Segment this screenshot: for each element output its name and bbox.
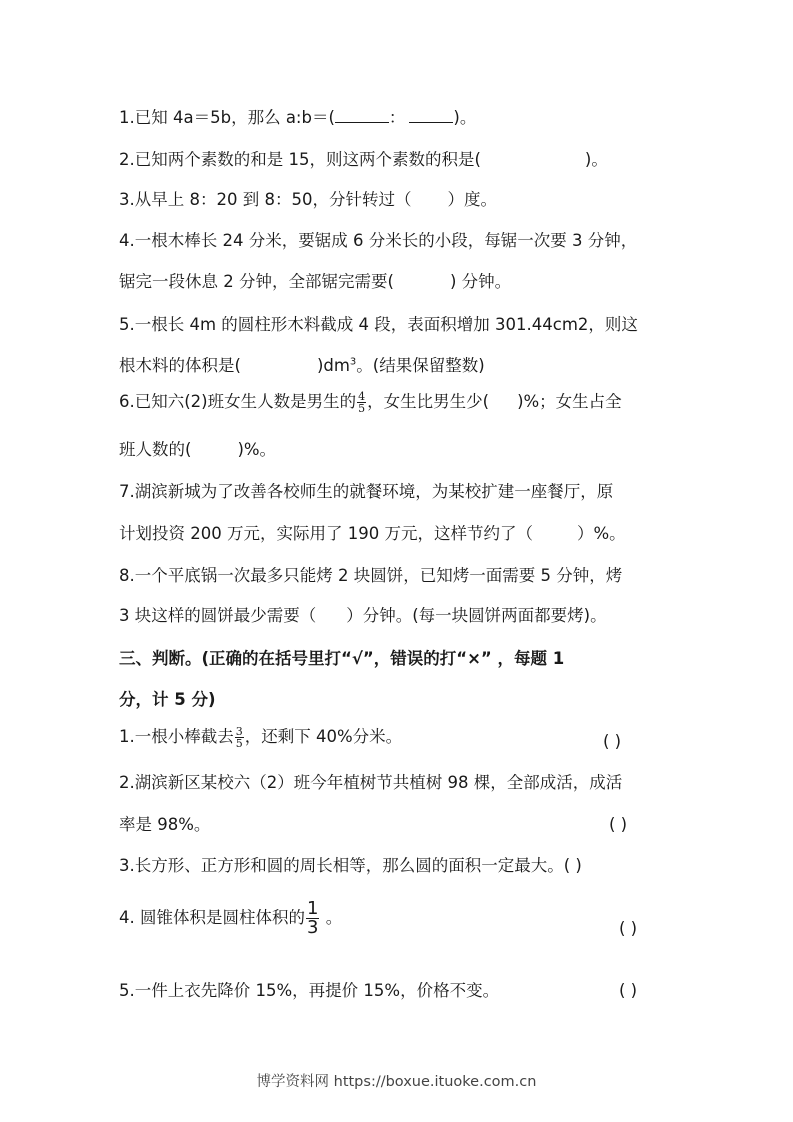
question-text: ）%。	[576, 524, 626, 543]
question-text: 1.已知 4a＝5b，那么 a:b＝(	[119, 108, 335, 127]
answer-blank[interactable]	[335, 108, 389, 123]
section-heading: 分，计 5 分)	[119, 690, 216, 709]
colon: ：	[388, 108, 406, 127]
fill-question-4-line-2	[119, 271, 681, 292]
fraction-numerator: 1	[307, 898, 319, 919]
question-text: 3.长方形、正方形和圆的周长相等，那么圆的面积一定最大。( )	[119, 856, 582, 875]
answer-blank[interactable]	[409, 108, 453, 123]
fraction-denominator: 5	[235, 737, 243, 750]
fill-question-5-line-2	[119, 355, 681, 376]
question-text: 1.一根小棒截去	[119, 727, 234, 746]
question-text: 6.已知六(2)班女生人数是男生的	[119, 392, 357, 411]
superscript: 3	[349, 356, 357, 368]
question-text: ）度。	[447, 190, 497, 209]
judge-question-1	[119, 726, 681, 749]
question-text: 。(结果保留整数)	[356, 356, 485, 375]
fill-question-1	[119, 107, 681, 128]
fraction	[306, 900, 319, 937]
section-heading-line-1	[119, 648, 681, 669]
question-text: 根木料的体积是(	[119, 356, 241, 375]
fill-question-5-line-1	[119, 314, 681, 335]
question-text: )%。	[237, 440, 277, 459]
question-text: )。	[453, 108, 477, 127]
fraction-denominator: 5	[358, 402, 366, 415]
fraction	[235, 726, 244, 749]
question-text: )%；女生占全	[517, 392, 622, 411]
question-text: 3 块这样的圆饼最少需要（	[119, 606, 317, 625]
fraction-numerator: 3	[235, 725, 243, 738]
question-text: ，女生比男生少(	[367, 392, 490, 411]
fill-question-4-line-1	[119, 230, 681, 251]
question-text: ，还剩下 40%分米。	[244, 727, 403, 746]
question-text: ）分钟。(每一块圆饼两面都要烤)。	[346, 606, 607, 625]
question-text: )dm	[316, 356, 350, 375]
section-heading: 三、判断。(正确的在括号里打“√”，错误的打“×” ，每题 1	[119, 649, 565, 668]
fraction-denominator: 3	[307, 917, 319, 938]
question-text: 锯完一段休息 2 分钟，全部锯完需要(	[119, 272, 394, 291]
question-text: )。	[584, 150, 608, 169]
question-text: 4. 圆锥体积是圆柱体积的	[119, 908, 305, 927]
question-text: 5.一根长 4m 的圆柱形木料截成 4 段，表面积增加 301.44cm2，则这	[119, 315, 638, 334]
judge-question-2-line-2	[119, 814, 681, 835]
fill-question-2	[119, 149, 681, 170]
answer-parenthesis[interactable]: ( )	[603, 732, 622, 751]
answer-parenthesis[interactable]: ( )	[619, 919, 638, 938]
fill-question-7-line-1	[119, 481, 681, 502]
question-text: 7.湖滨新城为了改善各校师生的就餐环境，为某校扩建一座餐厅，原	[119, 482, 614, 501]
fill-question-6-line-2	[119, 439, 681, 460]
fill-question-3	[119, 189, 681, 210]
fill-question-8-line-2	[119, 605, 681, 626]
judge-question-5	[119, 980, 681, 1001]
question-text: 4.一根木棒长 24 分米，要锯成 6 分米长的小段，每锯一次要 3 分钟，	[119, 231, 638, 250]
question-text: 2.已知两个素数的和是 15，则这两个素数的积是(	[119, 150, 481, 169]
fill-question-7-line-2	[119, 523, 681, 544]
footer-watermark: 博学资料网 https://boxue.ituoke.com.cn	[256, 1074, 537, 1090]
question-text: 3.从早上 8：20 到 8：50，分针转过（	[119, 190, 412, 209]
question-text: 8.一个平底锅一次最多只能烤 2 块圆饼，已知烤一面需要 5 分钟，烤	[119, 566, 623, 585]
fraction	[357, 391, 366, 414]
question-text: 计划投资 200 万元，实际用了 190 万元，这样节约了（	[119, 524, 533, 543]
question-text: 班人数的(	[119, 440, 192, 459]
judge-question-3	[119, 855, 681, 876]
fill-question-8-line-1	[119, 565, 681, 586]
question-text: ) 分钟。	[449, 272, 512, 291]
fraction-numerator: 4	[358, 390, 366, 403]
judge-question-4	[119, 900, 681, 937]
section-heading-line-2	[119, 689, 681, 710]
answer-parenthesis[interactable]: ( )	[609, 815, 628, 834]
question-text: 2.湖滨新区某校六（2）班今年植树节共植树 98 棵，全部成活，成活	[119, 773, 623, 792]
question-text: 5.一件上衣先降价 15%，再提价 15%，价格不变。	[119, 981, 500, 1000]
question-text: 。	[320, 908, 343, 927]
question-text: 率是 98%。	[119, 815, 211, 834]
fill-question-6-line-1	[119, 391, 681, 414]
answer-parenthesis[interactable]: ( )	[619, 981, 638, 1000]
judge-question-2-line-1	[119, 772, 681, 793]
